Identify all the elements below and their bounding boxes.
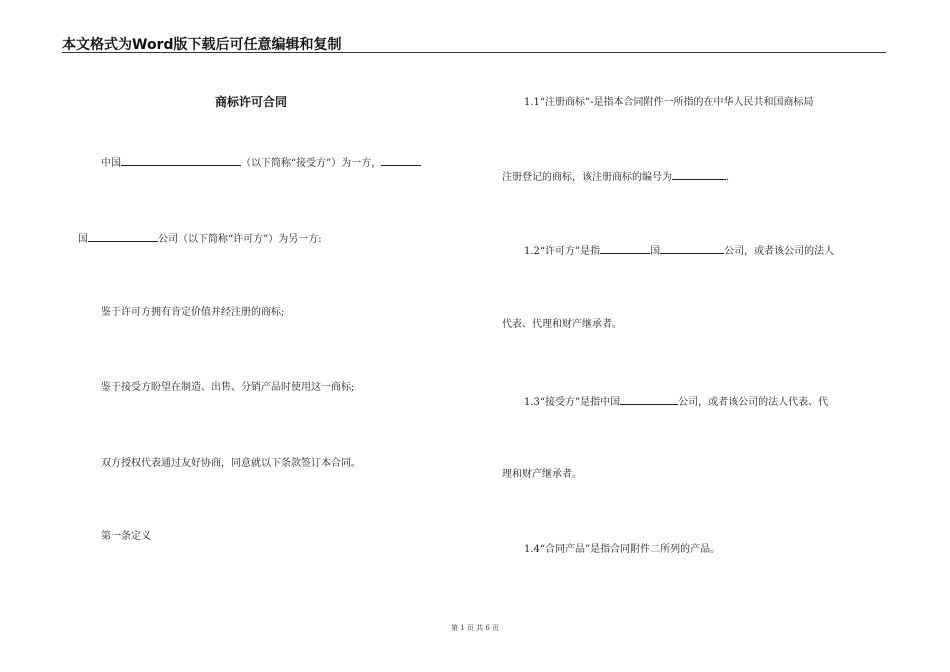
definition-1-3-line-2: 理和财产继承者。 (502, 469, 582, 480)
page-header-title: 本文格式为Word版下载后可任意编辑和复制 (62, 37, 342, 53)
paragraph-whereas-2: 鉴于接受方盼望在制造、出售、分销产品时使用这一商标; (101, 382, 355, 393)
paragraph-whereas-1: 鉴于许可方拥有肯定价值并经注册的商标; (101, 307, 285, 318)
text: 1.2“许可方”是指 (524, 246, 601, 257)
fill-blank (620, 394, 678, 405)
fill-blank (381, 155, 421, 166)
paragraph-parties-receiver (101, 155, 421, 171)
text: 国 (650, 246, 661, 257)
text: 注册登记的商标，该注册商标的编号为 (502, 172, 672, 183)
article-heading-definitions: 第一条定义 (101, 531, 151, 542)
text: 公司（以下简称“许可方”）为另一方: (158, 234, 322, 245)
definition-1-1-line-1: 1.1“注册商标”-是指本合同附件一所指的在中华人民共和国商标局 (524, 97, 814, 108)
fill-blank (121, 155, 241, 166)
text: 1.3“接受方”是指中国 (524, 397, 621, 408)
definition-1-2-line-1 (524, 243, 834, 259)
text: 公司，或者该公司的法人代表、代 (678, 397, 829, 408)
text: 国 (78, 234, 88, 245)
fill-blank (600, 243, 650, 254)
paragraph-parties-licensor (78, 231, 322, 247)
fill-blank (88, 231, 158, 242)
definition-1-1-line-2 (502, 169, 729, 185)
paragraph-agreement: 双方授权代表通过友好协商，同意就以下条款签订本合同。 (101, 458, 361, 469)
definition-1-2-line-2: 代表、代理和财产继承者。 (502, 319, 622, 330)
definition-1-4-line-1: 1.4“合同产品”是指合同附件二所列的产品。 (524, 544, 721, 555)
page-footer-number: 第 1 页 共 6 页 (450, 624, 500, 632)
document-title: 商标许可合同 (215, 95, 288, 109)
text: . (726, 172, 730, 183)
text: 中国 (101, 158, 121, 169)
text: 公司，或者该公司的法人 (724, 246, 835, 257)
definition-1-3-line-1 (524, 394, 828, 410)
fill-blank (660, 243, 724, 254)
fill-blank (672, 169, 726, 180)
text: （以下简称“接受方”）为一方， (241, 158, 382, 169)
header-rule (62, 52, 886, 53)
